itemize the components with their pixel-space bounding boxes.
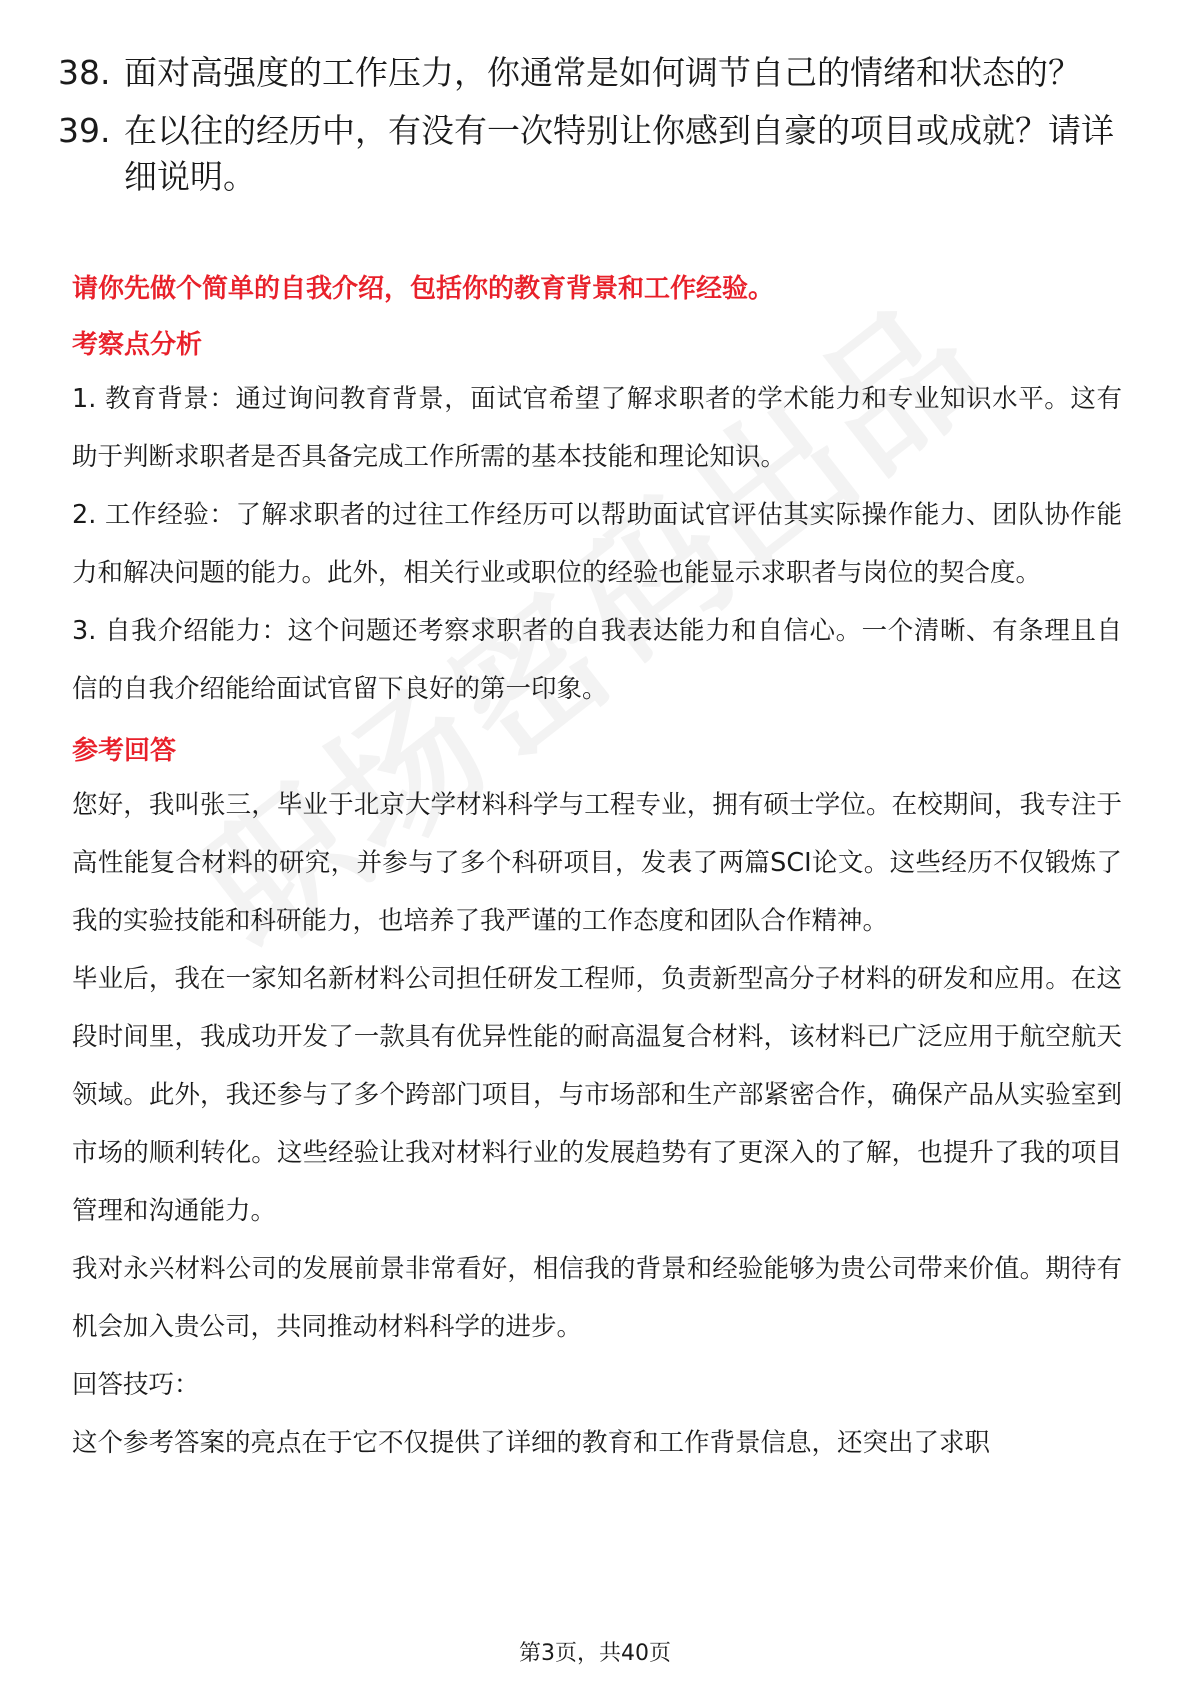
- analysis-item: 3. 自我介绍能力：这个问题还考察求职者的自我表达能力和自信心。一个清晰、有条理且自信的自我介绍能给面试官留下良好的第一印象。: [72, 616, 1122, 704]
- main-question-heading: 请你先做个简单的自我介绍，包括你的教育背景和工作经验。: [72, 274, 775, 304]
- question-text: 在以往的经历中，有没有一次特别让你感到自豪的项目或成就？请详细说明。: [124, 111, 1114, 196]
- question-list: [58, 50, 1118, 212]
- answer-paragraph: 毕业后，我在一家知名新材料公司担任研发工程师，负责新型高分子材料的研发和应用。在这段时间里，我成功开发了一款具有优异性能的耐高温复合材料，该材料已广泛应用于航空航天领域。此外，我还参与了多个跨部门项目，与市场部和生产部紧密合作，确保产品从实验室到市场的顺利转化。这些经验让我对材料行业的发展趋势有了更深入的了解，也提升了我的项目管理和沟通能力。: [72, 964, 1122, 1226]
- question-text: 面对高强度的工作压力，你通常是如何调节自己的情绪和状态的？: [124, 53, 1081, 92]
- answer-paragraph: 我对永兴材料公司的发展前景非常看好，相信我的背景和经验能够为贵公司带来价值。期待有机会加入贵公司，共同推动材料科学的进步。: [72, 1254, 1122, 1342]
- question-number: 38.: [58, 53, 111, 92]
- question-number: 39.: [58, 111, 111, 150]
- tips-label: 回答技巧：: [72, 1370, 200, 1400]
- main-content: [72, 270, 1122, 1472]
- page-footer: 第3页，共40页: [519, 1641, 671, 1666]
- analysis-heading: 考察点分析: [72, 330, 203, 360]
- question-item: [58, 108, 1118, 200]
- answer-heading: 参考回答: [72, 736, 177, 766]
- answer-paragraph: 您好，我叫张三，毕业于北京大学材料科学与工程专业，拥有硕士学位。在校期间，我专注于高性能复合材料的研究，并参与了多个科研项目，发表了两篇SCI论文。这些经历不仅锻炼了我的实验技能和科研能力，也培养了我严谨的工作态度和团队合作精神。: [72, 790, 1122, 936]
- analysis-item: 2. 工作经验：了解求职者的过往工作经历可以帮助面试官评估其实际操作能力、团队协作能力和解决问题的能力。此外，相关行业或职位的经验也能显示求职者与岗位的契合度。: [72, 500, 1122, 588]
- question-item: [58, 50, 1118, 96]
- analysis-item: 1. 教育背景：通过询问教育背景，面试官希望了解求职者的学术能力和专业知识水平。这有助于判断求职者是否具备完成工作所需的基本技能和理论知识。: [72, 384, 1122, 472]
- tips-text: 这个参考答案的亮点在于它不仅提供了详细的教育和工作背景信息，还突出了求职: [72, 1428, 991, 1458]
